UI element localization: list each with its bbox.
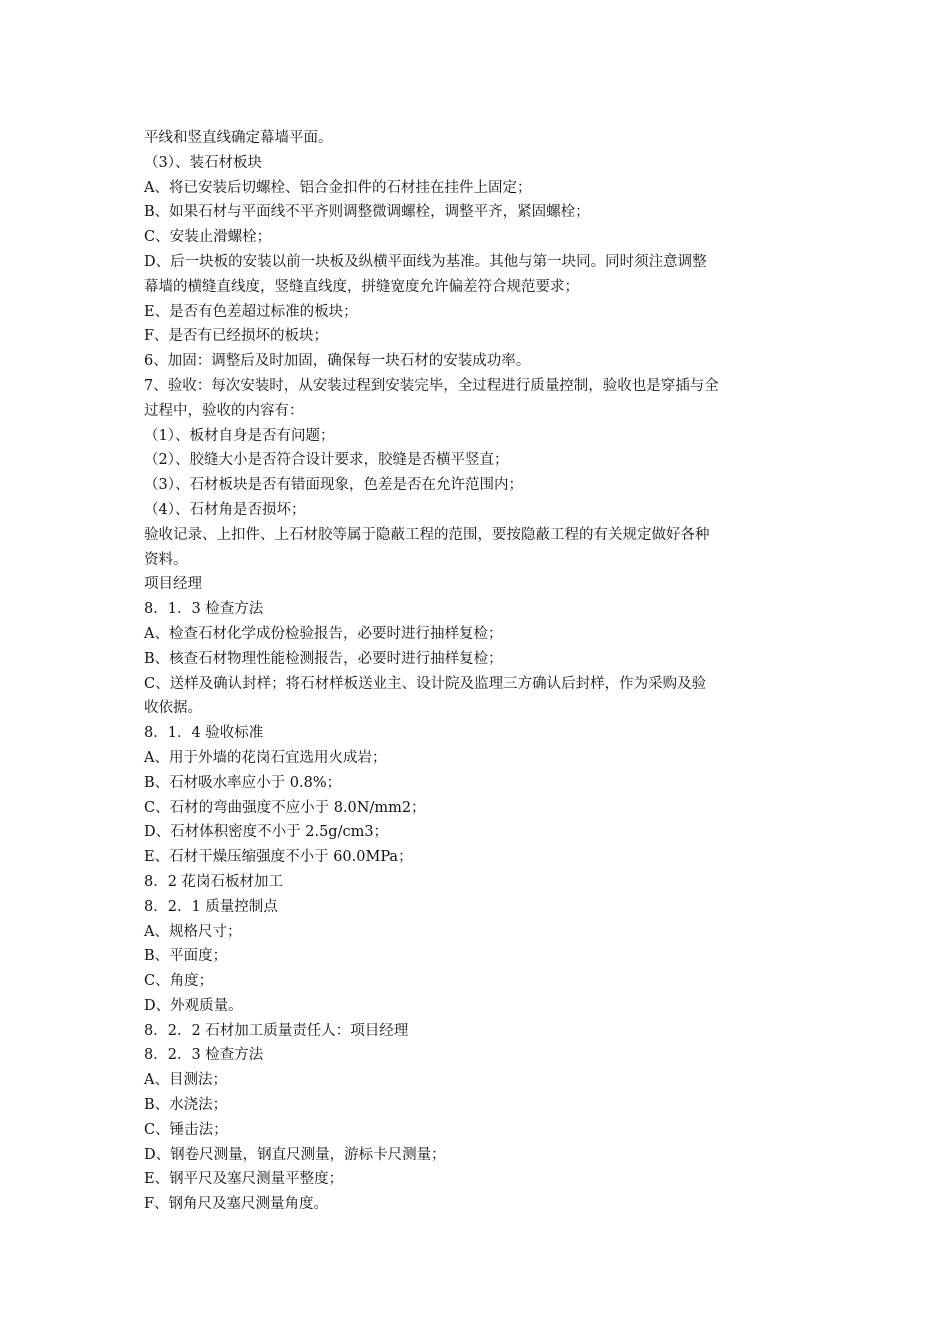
- text-line: A、目测法；: [144, 1072, 227, 1089]
- text-line: 验收记录、上扣件、上石材胶等属于隐蔽工程的范围，要按隐蔽工程的有关规定做好各种: [144, 526, 710, 543]
- text-line: C、安装止滑螺栓；: [144, 229, 272, 246]
- text-line: （3）、装石材板块: [144, 154, 262, 171]
- document-body: [144, 126, 808, 1217]
- text-line: F、是否有已经损坏的板块；: [144, 328, 329, 345]
- text-line: D、外观质量。: [144, 997, 243, 1014]
- text-line: （4）、石材角是否损坏；: [144, 501, 306, 518]
- text-line: 幕墙的横缝直线度，竖缝直线度，拼缝宽度允许偏差符合规范要求；: [144, 278, 579, 295]
- text-line: 项目经理: [144, 576, 202, 593]
- text-line: （3）、石材板块是否有错面现象，色差是否在允许范围内；: [144, 477, 523, 494]
- text-line: （1）、板材自身是否有问题；: [144, 427, 335, 444]
- text-line: （2）、胶缝大小是否符合设计要求，胶缝是否横平竖直；: [144, 452, 509, 469]
- section-heading: 8．2 花岗石板材加工: [144, 873, 284, 890]
- text-line: E、钢平尺及塞尺测量平整度；: [144, 1171, 344, 1188]
- text-line: B、水浇法；: [144, 1097, 228, 1114]
- text-line: D、钢卷尺测量，钢直尺测量，游标卡尺测量；: [144, 1146, 446, 1163]
- text-line: B、如果石材与平面线不平齐则调整微调螺栓，调整平齐，紧固螺栓；: [144, 204, 590, 221]
- section-heading: 8．1．3 检查方法: [144, 601, 264, 618]
- text-line: A、将已安装后切螺栓、铝合金扣件的石材挂在挂件上固定；: [144, 179, 532, 196]
- text-line: C、角度；: [144, 973, 214, 990]
- text-line: C、送样及确认封样；将石材样板送业主、设计院及监理三方确认后封样，作为采购及验: [144, 675, 707, 692]
- text-line: E、石材干燥压缩强度不小于 60.0MPa；: [144, 849, 413, 866]
- text-line: D、后一块板的安装以前一块板及纵横平面线为基准。其他与第一块同。同时须注意调整: [144, 253, 707, 270]
- text-line: A、规格尺寸；: [144, 923, 242, 940]
- text-line: 资料。: [144, 551, 188, 568]
- section-heading: 8．2．3 检查方法: [144, 1047, 264, 1064]
- text-line: C、锤击法；: [144, 1121, 228, 1138]
- section-heading: 8．2．1 质量控制点: [144, 898, 278, 915]
- text-line: 6、加固：调整后及时加固，确保每一块石材的安装成功率。: [144, 353, 531, 370]
- text-line: B、核查石材物理性能检测报告，必要时进行抽样复检；: [144, 650, 503, 667]
- text-line: C、石材的弯曲强度不应小于 8.0N/mm2；: [144, 799, 426, 816]
- text-line: D、石材体积密度不小于 2.5g/cm3；: [144, 824, 389, 841]
- text-line: 过程中，验收的内容有：: [144, 402, 304, 419]
- text-line: 平线和竖直线确定幕墙平面。: [144, 130, 333, 146]
- section-heading: 8．2．2 石材加工质量责任人：项目经理: [144, 1022, 409, 1039]
- text-line: 7、验收：每次安装时，从安装过程到安装完毕，全过程进行质量控制，验收也是穿插与全: [144, 377, 719, 394]
- text-line: B、石材吸水率应小于 0.8%；: [144, 774, 342, 791]
- text-line: 收依据。: [144, 700, 202, 717]
- text-line: E、是否有色差超过标准的板块；: [144, 303, 358, 320]
- text-line: A、用于外墙的花岗石宜选用火成岩；: [144, 749, 387, 766]
- section-heading: 8．1．4 验收标准: [144, 725, 264, 742]
- text-line: F、钢角尺及塞尺测量角度。: [144, 1196, 329, 1213]
- text-line: B、平面度；: [144, 948, 228, 965]
- text-line: A、检查石材化学成份检验报告，必要时进行抽样复检；: [144, 625, 503, 642]
